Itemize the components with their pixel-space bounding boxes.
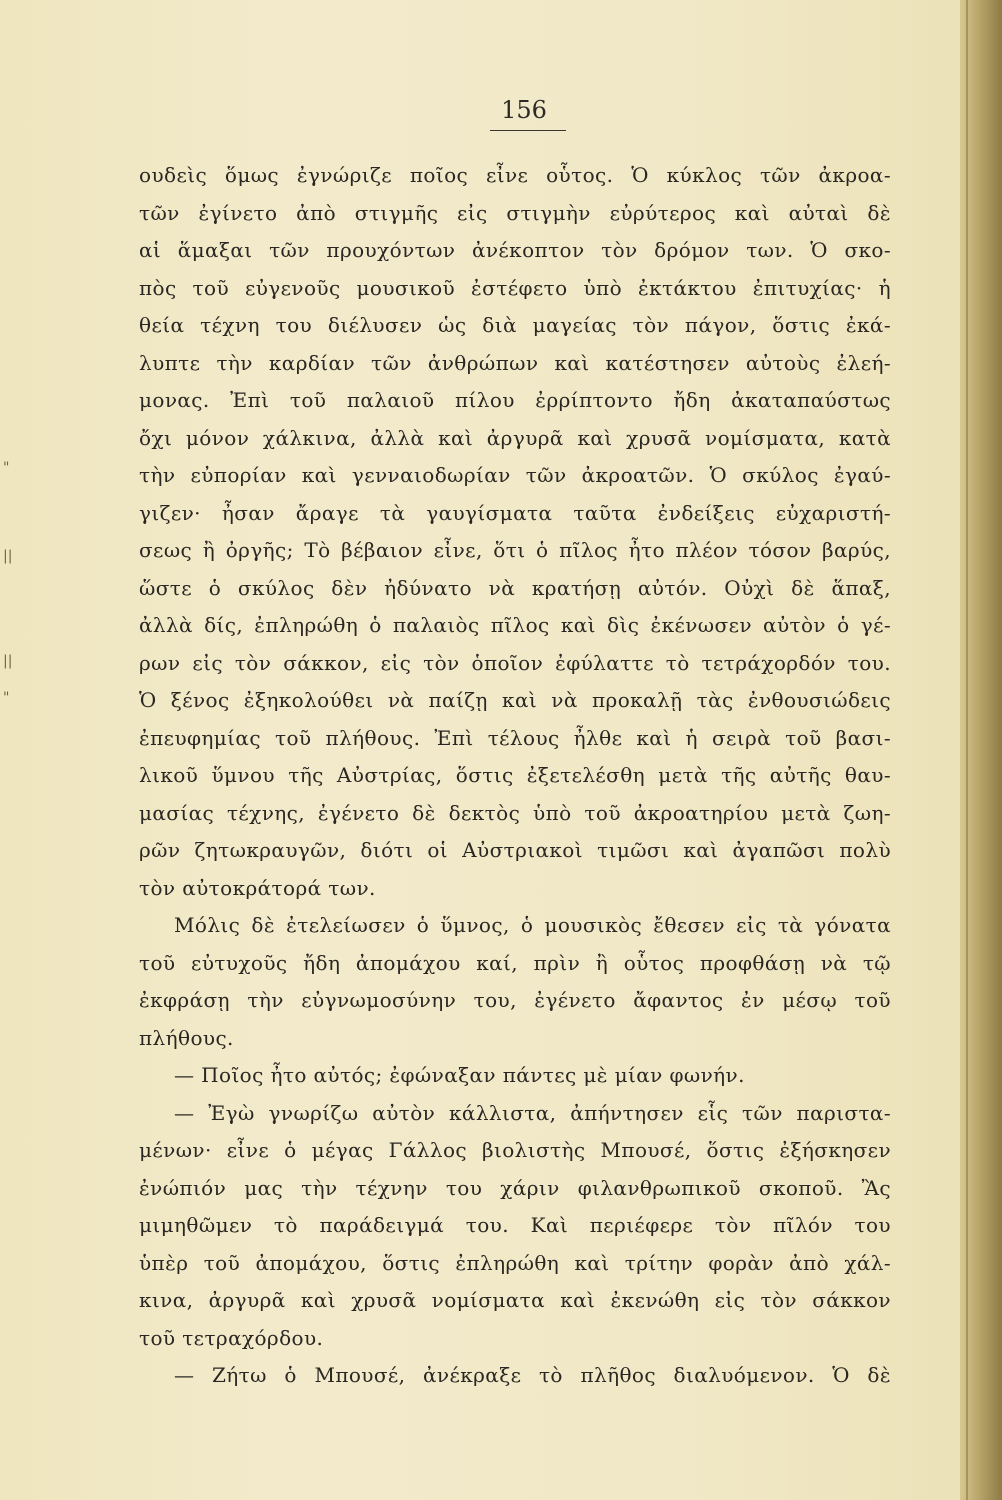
- margin-mark: ||: [3, 548, 13, 564]
- margin-mark: ": [3, 460, 10, 476]
- text-line: θεία τέχνη του διέλυσεν ὡς διὰ μαγείας τὸν πάγον, ὅστις ἐκά-: [139, 313, 891, 337]
- text-line: μιμηθῶμεν τὸ παράδειγμά του. Καὶ περιέφερε τὸν πῖλόν του: [139, 1213, 891, 1237]
- text-line: τοῦ τετραχόρδου.: [139, 1325, 324, 1350]
- text-line: ἀλλὰ δίς, ἐπληρώθη ὁ παλαιὸς πῖλος καὶ δὶς ἐκένωσεν αὐτὸν ὁ γέ-: [139, 613, 891, 637]
- text-line: κινα, ἀργυρᾶ καὶ χρυσᾶ νομίσματα καὶ ἐκενώθη εἰς τὸν σάκκον: [139, 1288, 891, 1312]
- margin-mark: ": [3, 690, 10, 706]
- text-line: ὄχι μόνον χάλκινα, ἀλλὰ καὶ ἀργυρᾶ καὶ χρυσᾶ νομίσματα, κατὰ: [139, 425, 891, 450]
- page-text: [139, 157, 891, 1395]
- text-line: ὑπὲρ τοῦ ἀπομάχου, ὅστις ἐπληρώθη καὶ τρίτην φορὰν ἀπὸ χάλ-: [139, 1250, 891, 1275]
- text-line: ἐνώπιόν μας τὴν τέχνην του χάριν φιλανθρωπικοῦ σκοποῦ. Ἂς: [139, 1175, 891, 1200]
- text-line: Ὁ ξένος ἐξηκολούθει νὰ παίζῃ καὶ νὰ προκαλῇ τὰς ἐνθουσιώδεις: [139, 688, 891, 712]
- text-line: ἐκφράσῃ τὴν εὐγνωμοσύνην του, ἐγένετο ἄφαντος ἐν μέσῳ τοῦ: [139, 988, 891, 1012]
- page-number-rule: [490, 130, 566, 131]
- text-line: αἱ ἅμαξαι τῶν προυχόντων ἀνέκοπτον τὸν δρόμον των. Ὁ σκο-: [139, 238, 891, 262]
- text-line: ὥστε ὁ σκύλος δὲν ἠδύνατο νὰ κρατήσῃ αὐτόν. Οὐχὶ δὲ ἅπαξ,: [139, 575, 891, 600]
- text-line: μένων· εἶνε ὁ μέγας Γάλλος βιολιστὴς Μπουσέ, ὅστις ἐξήσκησεν: [139, 1138, 891, 1162]
- text-line: πλήθους.: [139, 1025, 234, 1050]
- page-number: 156: [501, 96, 547, 124]
- text-line: — Ἐγὼ γνωρίζω αὐτὸν κάλλιστα, ἀπήντησεν εἷς τῶν παριστα-: [174, 1100, 891, 1125]
- text-line: σεως ἢ ὀργῆς; Τὸ βέβαιον εἶνε, ὅτι ὁ πῖλος ἦτο πλέον τόσον βαρύς,: [139, 538, 891, 562]
- text-line: πὸς τοῦ εὐγενοῦς μουσικοῦ ἐστέφετο ὑπὸ ἐκτάκτου ἐπιτυχίας· ἡ: [139, 275, 891, 300]
- text-line: ουδεὶς ὅμως ἐγνώριζε ποῖος εἶνε οὗτος. Ὁ κύκλος τῶν ἀκροα-: [139, 163, 891, 187]
- text-line: μονας. Ἐπὶ τοῦ παλαιοῦ πίλου ἐρρίπτοντο ἤδη ἀκαταπαύστως: [139, 388, 891, 412]
- text-line: μασίας τέχνης, ἐγένετο δὲ δεκτὸς ὑπὸ τοῦ ἀκροατηρίου μετὰ ζωη-: [139, 800, 891, 825]
- text-line: — Ζήτω ὁ Μπουσέ, ἀνέκραξε τὸ πλῆθος διαλυόμενον. Ὁ δὲ: [174, 1363, 891, 1387]
- text-line: ρων εἰς τὸν σάκκον, εἰς τὸν ὁποῖον ἐφύλαττε τὸ τετράχορδόν του.: [139, 650, 891, 675]
- text-line: λυπτε τὴν καρδίαν τῶν ἀνθρώπων καὶ κατέστησεν αὐτοὺς ἐλεή-: [139, 350, 891, 375]
- text-line: γιζεν· ἦσαν ἄραγε τὰ γαυγίσματα ταῦτα ἐνδείξεις εὐχαριστή-: [139, 500, 891, 525]
- text-line: τοῦ εὐτυχοῦς ἤδη ἀπομάχου καί, πρὶν ἢ οὗτος προφθάσῃ νὰ τῷ: [139, 950, 891, 975]
- text-line: ἐπευφημίας τοῦ πλήθους. Ἐπὶ τέλους ἦλθε καὶ ἡ σειρὰ τοῦ βασι-: [139, 725, 891, 750]
- text-line: τὸν αὐτοκράτορά των.: [139, 875, 376, 900]
- text-line: τὴν εὐπορίαν καὶ γενναιοδωρίαν τῶν ἀκροατῶν. Ὁ σκύλος ἐγαύ-: [139, 463, 891, 487]
- margin-mark: ||: [3, 653, 13, 669]
- text-line: — Ποῖος ἦτο αὐτός; ἐφώναξαν πάντες μὲ μίαν φωνήν.: [174, 1063, 745, 1087]
- text-line: ρῶν ζητωκραυγῶν, διότι οἱ Αὐστριακοὶ τιμῶσι καὶ ἀγαπῶσι πολὺ: [139, 838, 891, 862]
- text-line: Μόλις δὲ ἐτελείωσεν ὁ ὕμνος, ὁ μουσικὸς ἔθεσεν εἰς τὰ γόνατα: [174, 913, 891, 937]
- book-spine: [960, 0, 1002, 1500]
- text-line: τῶν ἐγίνετο ἀπὸ στιγμῆς εἰς στιγμὴν εὐρύτερος καὶ αὐταὶ δὲ: [139, 200, 891, 225]
- text-line: λικοῦ ὕμνου τῆς Αὐστρίας, ὅστις ἐξετελέσθη μετὰ τῆς αὐτῆς θαυ-: [139, 763, 891, 787]
